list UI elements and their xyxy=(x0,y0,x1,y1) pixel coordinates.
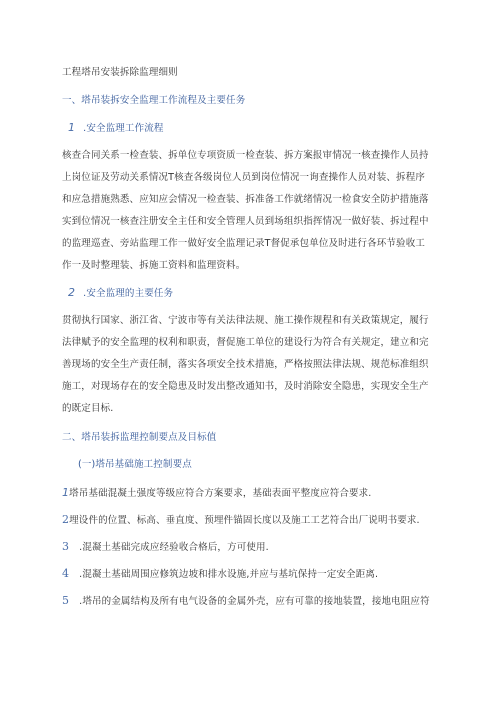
list-item xyxy=(62,568,378,581)
list-item xyxy=(62,541,269,554)
section-1-heading: 一、塔吊装拆安全监理工作流程及主要任务 xyxy=(62,95,246,106)
paragraph-line: 和应急措施熟悉、应知应会情况一检查装、拆准备工作就绪情况一检食安全防护措施落 xyxy=(62,194,429,205)
list-item-text: 塔吊基础混凝土强度等级应符合方案要求，基础表面平整度应符合要求. xyxy=(69,488,372,499)
subsection-number: 1 xyxy=(68,121,76,134)
subsection-label: .安全监理的主要任务 xyxy=(83,288,174,299)
paragraph-line: 实到位情况一核查注册安全主任和安全管理人员到场组织指挥情况一做好装、拆过程中 xyxy=(62,216,429,227)
list-item-text: .混凝土基础完成应经验收合格后，方可使用. xyxy=(79,542,269,553)
list-item-text: 埋设件的位置、标高、垂直度、预埋件锚固长度以及施工工艺符合出厂说明书要求. xyxy=(69,515,420,526)
paragraph-line: 核查合同关系一检查装、拆单位专项资质一检查装、拆方案报审情况一核查操作人员持 xyxy=(62,150,429,161)
paragraph-line: 作一及时整理装、拆施工资料和监理资料。 xyxy=(62,260,246,271)
section-2-heading: 二、塔吊装拆监理控制要点及目标值 xyxy=(62,432,217,443)
paragraph-line: 善现场的安全生产责任制，落实各项安全技术措施，严格按照法律法规、规范标准组织 xyxy=(62,359,429,370)
list-item-number: 1 xyxy=(62,486,70,499)
list-item-text: .塔吊的金属结构及所有电气设备的金属外壳，应有可靠的接地装置，接地电阻应符 xyxy=(79,596,430,607)
subsection-number: 2 xyxy=(68,286,76,299)
paragraph-line: 的既定目标. xyxy=(62,403,114,414)
list-item-number: 4 xyxy=(62,567,70,580)
section-2-subheading: (一)塔吊基础施工控制要点 xyxy=(78,459,192,470)
paragraph-line: 贯彻执行国家、浙江省、宁波市等有关法律法规、施工操作规程和有关政策规定，履行 xyxy=(62,315,429,326)
list-item-number: 5 xyxy=(62,594,70,607)
list-item-text: .混凝土基础周围应修筑边坡和排水设施,并应与基坑保持一定安全距离. xyxy=(79,569,379,580)
list-item xyxy=(62,595,430,608)
list-item xyxy=(62,514,420,527)
paragraph-line: 施工，对现场存在的安全隐患及时发出整改通知书，及时消除安全隐患，实现安全生产 xyxy=(62,381,429,392)
subsection-1-1-heading xyxy=(68,122,164,135)
paragraph-line: 法律赋予的安全监理的权利和职责，督促施工单位的建设行为符合有关规定，建立和完 xyxy=(62,337,429,348)
paragraph-line: 的监理巡查、旁站监理工作一做好安全监理记录T督促承包单位及时进行各环节验收工 xyxy=(62,238,426,249)
subsection-label: .安全监理工作流程 xyxy=(83,123,164,134)
document-title: 工程塔吊安装拆除监理细则 xyxy=(62,67,178,78)
list-item-number: 2 xyxy=(62,513,70,526)
list-item-number: 3 xyxy=(62,540,70,553)
subsection-1-2-heading xyxy=(68,287,173,300)
paragraph-line: 上岗位证及劳动关系情况T核查各级岗位人员到岗位情况一询查操作人员对装、拆程序 xyxy=(62,172,426,183)
list-item xyxy=(62,487,371,500)
